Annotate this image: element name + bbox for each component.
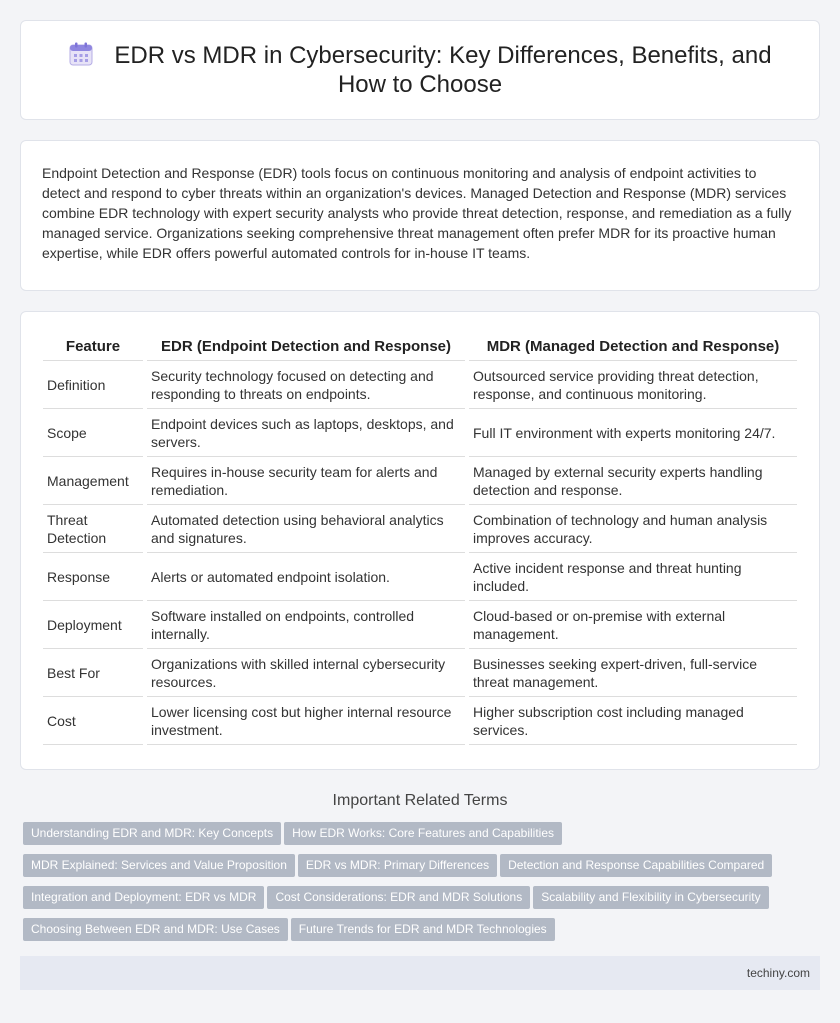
feature-cell: Threat Detection [43, 505, 143, 553]
edr-cell: Lower licensing cost but higher internal resource investment. [147, 697, 465, 745]
mdr-cell: Full IT environment with experts monitoring 24/7. [469, 409, 797, 457]
mdr-cell: Outsourced service providing threat detection, response, and continuous monitoring. [469, 361, 797, 409]
header-card [20, 20, 820, 120]
related-term-tag[interactable]: Integration and Deployment: EDR vs MDR [23, 886, 264, 909]
column-header: Feature [43, 332, 143, 361]
calendar-icon [68, 41, 94, 67]
table-row [43, 361, 797, 409]
page-title [61, 41, 779, 99]
related-term-tag[interactable]: Detection and Response Capabilities Compared [500, 854, 772, 877]
related-term-tag[interactable]: MDR Explained: Services and Value Proposition [23, 854, 295, 877]
edr-cell: Software installed on endpoints, controlled internally. [147, 601, 465, 649]
related-term-tag[interactable]: Understanding EDR and MDR: Key Concepts [23, 822, 281, 845]
mdr-cell: Businesses seeking expert-driven, full-service threat management. [469, 649, 797, 697]
column-header: EDR (Endpoint Detection and Response) [147, 332, 465, 361]
comparison-card [20, 311, 820, 770]
feature-cell: Scope [43, 409, 143, 457]
footer-brand[interactable]: techiny.com [746, 966, 810, 980]
table-row [43, 505, 797, 553]
mdr-cell: Combination of technology and human analysis improves accuracy. [469, 505, 797, 553]
table-header-row [43, 332, 797, 361]
edr-cell: Alerts or automated endpoint isolation. [147, 553, 465, 601]
table-row [43, 697, 797, 745]
related-term-tag[interactable]: How EDR Works: Core Features and Capabilities [284, 822, 562, 845]
feature-cell: Definition [43, 361, 143, 409]
mdr-cell: Managed by external security experts handling detection and response. [469, 457, 797, 505]
edr-cell: Organizations with skilled internal cybersecurity resources. [147, 649, 465, 697]
related-term-tag[interactable]: Scalability and Flexibility in Cybersecurity [533, 886, 768, 909]
table-row [43, 457, 797, 505]
feature-cell: Management [43, 457, 143, 505]
feature-cell: Best For [43, 649, 143, 697]
related-terms-list [0, 822, 840, 950]
edr-cell: Requires in-house security team for alerts and remediation. [147, 457, 465, 505]
related-term-tag[interactable]: Cost Considerations: EDR and MDR Solutions [267, 886, 530, 909]
comparison-table [39, 332, 801, 745]
intro-paragraph: Endpoint Detection and Response (EDR) tools focus on continuous monitoring and analysis of endpoint activities to detect and respond to cyber threats within an organization's devices. Managed Detection and Response (MDR) services combine EDR technology with expert security analysts who provide threat detection, response, and remediation as a fully managed service. Organizations seeking comprehensive threat management often prefer MDR for its proactive human expertise, while EDR offers powerful automated controls for in-house IT teams. [42, 165, 792, 261]
mdr-cell: Active incident response and threat hunting included. [469, 553, 797, 601]
related-term-tag[interactable]: Choosing Between EDR and MDR: Use Cases [23, 918, 288, 941]
table-row [43, 649, 797, 697]
column-header: MDR (Managed Detection and Response) [469, 332, 797, 361]
edr-cell: Automated detection using behavioral analytics and signatures. [147, 505, 465, 553]
related-term-tag[interactable]: EDR vs MDR: Primary Differences [298, 854, 497, 877]
footer [20, 956, 820, 990]
edr-cell: Endpoint devices such as laptops, desktops, and servers. [147, 409, 465, 457]
feature-cell: Cost [43, 697, 143, 745]
mdr-cell: Cloud-based or on-premise with external management. [469, 601, 797, 649]
intro-card [20, 140, 820, 291]
table-row [43, 553, 797, 601]
feature-cell: Response [43, 553, 143, 601]
related-terms-title: Important Related Terms [332, 792, 508, 809]
feature-cell: Deployment [43, 601, 143, 649]
edr-cell: Security technology focused on detecting and responding to threats on endpoints. [147, 361, 465, 409]
table-row [43, 601, 797, 649]
related-term-tag[interactable]: Future Trends for EDR and MDR Technologies [291, 918, 555, 941]
table-row [43, 409, 797, 457]
mdr-cell: Higher subscription cost including managed services. [469, 697, 797, 745]
page-title-text: EDR vs MDR in Cybersecurity: Key Differences, Benefits, and How to Choose [114, 42, 772, 98]
